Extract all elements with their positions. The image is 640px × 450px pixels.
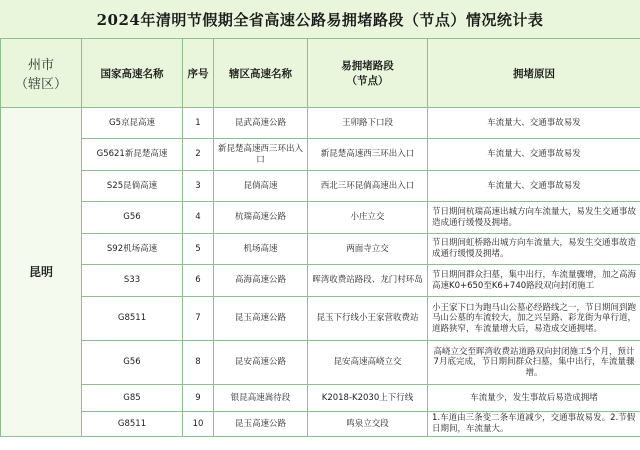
highway-cell: S25昆倘高速	[82, 171, 183, 202]
cause-cell: 车流量大、交通事故易发	[428, 108, 640, 139]
local-highway-cell: 新昆楚高速西三环出入口	[214, 139, 308, 171]
segment-cell: 昆安高速高峣立交	[308, 341, 428, 385]
segment-cell: 两面寺立交	[308, 234, 428, 265]
header-row	[1, 39, 640, 108]
local-highway-cell: 昆安高速公路	[214, 341, 308, 385]
index-cell: 2	[183, 139, 214, 171]
congestion-table	[0, 38, 640, 437]
index-cell: 4	[183, 202, 214, 234]
header-index: 序号	[183, 39, 214, 108]
segment-cell: 王卯路下口段	[308, 108, 428, 139]
table-row	[1, 108, 640, 139]
local-highway-cell: 昆倘高速	[214, 171, 308, 202]
local-highway-cell: 银昆高速嵩待段	[214, 385, 308, 412]
header-highway: 国家高速名称	[82, 39, 183, 108]
index-cell: 1	[183, 108, 214, 139]
table-row	[1, 265, 640, 297]
cause-cell: 高峣立交至晖湾收费站道路双向封闭施工5个月，预计7月底完成，节日期间群众扫墓，集中出行，车流量骤增。	[428, 341, 640, 385]
table-row	[1, 297, 640, 341]
cause-cell: 车流量大、交通事故易发	[428, 139, 640, 171]
cause-cell: 车流量大、交通事故易发	[428, 171, 640, 202]
local-highway-cell: 昆玉高速公路	[214, 297, 308, 341]
local-highway-cell: 昆玉高速公路	[214, 412, 308, 437]
segment-cell: 新昆楚高速西三环出入口	[308, 139, 428, 171]
segment-cell: 鸣泉立交段	[308, 412, 428, 437]
header-local-highway: 辖区高速名称	[214, 39, 308, 108]
local-highway-cell: 杭瑞高速公路	[214, 202, 308, 234]
header-city: 州市 （辖区）	[1, 39, 82, 108]
index-cell: 8	[183, 341, 214, 385]
index-cell: 6	[183, 265, 214, 297]
index-cell: 10	[183, 412, 214, 437]
cause-cell: 小王家下口为跑马山公墓必经路线之一，节日期间到跑马山公墓的车流较大，加之兴呈路、彩龙街为单行道，道路狭窄，车流量增大后，易造成交通拥堵。	[428, 297, 640, 341]
index-cell: 3	[183, 171, 214, 202]
segment-cell: 西北三环昆倘高速出入口	[308, 171, 428, 202]
local-highway-cell: 昆武高速公路	[214, 108, 308, 139]
table-row	[1, 234, 640, 265]
segment-cell: 小庄立交	[308, 202, 428, 234]
highway-cell: G85	[82, 385, 183, 412]
cause-cell: 节日期间虹桥路出城方向车流量大，易发生交通事故造成通行缓慢及拥堵。	[428, 234, 640, 265]
highway-cell: G8511	[82, 412, 183, 437]
index-cell: 5	[183, 234, 214, 265]
table-row	[1, 202, 640, 234]
highway-cell: G8511	[82, 297, 183, 341]
highway-cell: S33	[82, 265, 183, 297]
cause-cell: 节日期间杭瑞高速出城方向车流量大，易发生交通事故造成通行缓慢及拥堵。	[428, 202, 640, 234]
local-highway-cell: 机场高速	[214, 234, 308, 265]
header-cause: 拥堵原因	[428, 39, 640, 108]
table-row	[1, 171, 640, 202]
segment-cell: 昆玉下行线小王家营收费站	[308, 297, 428, 341]
highway-cell: S92机场高速	[82, 234, 183, 265]
index-cell: 9	[183, 385, 214, 412]
table-row	[1, 139, 640, 171]
table-row	[1, 341, 640, 385]
table-row	[1, 412, 640, 437]
highway-cell: G56	[82, 202, 183, 234]
segment-cell: 晖湾收费站路段、龙门村环岛	[308, 265, 428, 297]
city-cell: 昆明	[1, 108, 82, 437]
index-cell: 7	[183, 297, 214, 341]
cause-cell: 车流量少，发生事故后易造成拥堵	[428, 385, 640, 412]
header-segment: 易拥堵路段 （节点）	[308, 39, 428, 108]
highway-cell: G5京昆高速	[82, 108, 183, 139]
local-highway-cell: 高海高速公路	[214, 265, 308, 297]
highway-cell: G56	[82, 341, 183, 385]
segment-cell: K2018-K2030上下行线	[308, 385, 428, 412]
page-title: 2024年清明节假期全省高速公路易拥堵路段（节点）情况统计表	[0, 0, 640, 39]
cause-cell: 节日期间群众扫墓，集中出行，车流量骤增，加之高海高速K0+650至K6+740路段双向封闭施工	[428, 265, 640, 297]
cause-cell: 1.车道由三条变二条车道减少，交通事故易发。2.节假日期间，车流量大。	[428, 412, 640, 437]
highway-cell: G5621新昆楚高速	[82, 139, 183, 171]
table-row	[1, 385, 640, 412]
